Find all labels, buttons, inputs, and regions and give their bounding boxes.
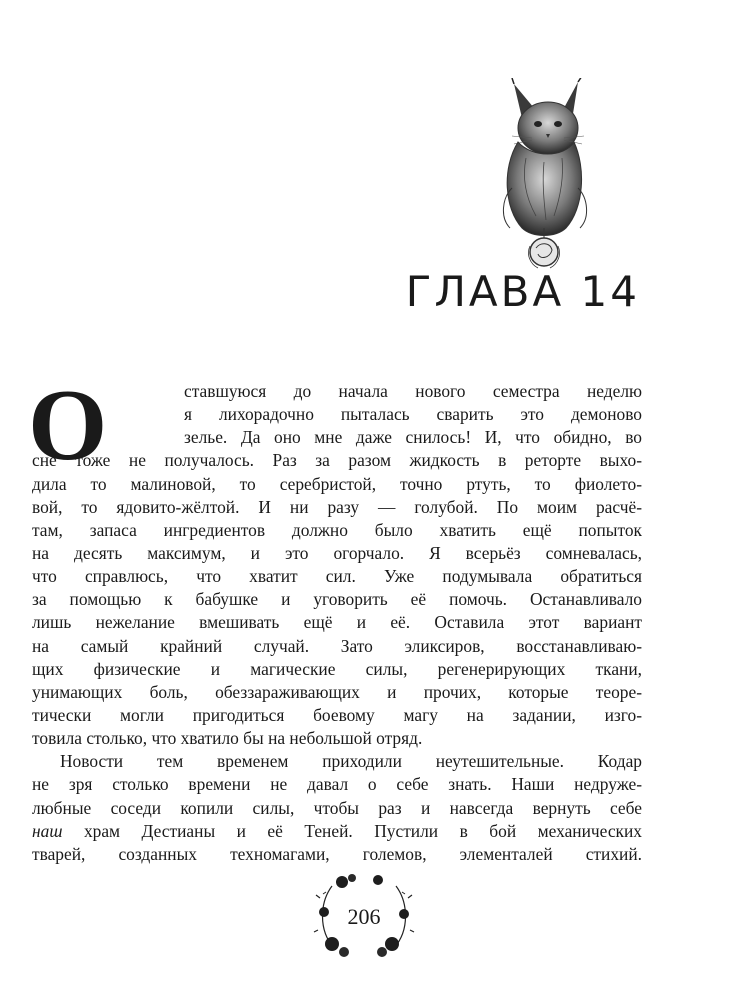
cat-illustration — [492, 78, 596, 270]
paragraph-2 — [32, 750, 642, 866]
text-line: любные соседи копили силы, чтобы раз и навсегда вернуть себе — [32, 797, 642, 818]
text-line: ставшуюся до начала нового семестра неделю — [184, 381, 642, 401]
text-line: там, запаса ингредиентов должно было хватить ещё попыток — [32, 519, 642, 540]
text-line: лишь нежелание вмешивать ещё и её. Оставила этот вариант — [32, 612, 642, 633]
text-line: сне тоже не получалось. Раз за разом жидкость в реторте выхо- — [32, 450, 642, 471]
text-line: Новости тем временем приходили неутешительные. Кодар — [60, 751, 642, 772]
text-line: на десять максимум, и это огорчало. Я всерьёз сомневалась, — [32, 542, 642, 563]
page-number: 206 — [347, 904, 381, 929]
text-line: тически могли пригодиться боевому магу на задании, изго- — [32, 704, 642, 725]
text-line: что справлюсь, что хватит сил. Уже подумывала обратиться — [32, 566, 642, 587]
text-line: товила столько, что хватило бы на небольшой отряд. — [32, 728, 423, 749]
body-text — [32, 380, 642, 866]
text-line-rest: храм Дестианы и её Теней. Пустили в бой механических — [62, 820, 642, 841]
emphasized-word: наш — [32, 820, 63, 841]
paragraph-1 — [32, 380, 642, 750]
text-line: не зря столько времени не давал о себе знать. Наши недруже- — [32, 774, 642, 795]
text-line: на самый крайний случай. Зато эликсиров, восстанавливаю- — [32, 635, 642, 656]
chapter-title: ГЛАВА 14 — [405, 267, 640, 316]
text-line: за помощью к бабушке и уговорить её помочь. Останавливало — [32, 589, 642, 610]
text-line: я лихорадочно пыталась сварить это демоново — [184, 404, 642, 425]
text-line: зелье. Да оно мне даже снилось! И, что обидно, во — [184, 427, 642, 448]
text-line-with-emphasis — [32, 820, 642, 843]
text-line: унимающих боль, обеззараживающих и прочих, которые теоре- — [32, 681, 642, 702]
dropcap-letter: О — [28, 369, 108, 482]
text-line: щих физические и магические силы, регенерирующих ткани, — [32, 658, 642, 679]
text-line: вой, то ядовито-жёлтой. И ни разу — голубой. По моим расчё- — [32, 496, 642, 517]
text-line: тварей, созданных техномагами, големов, элементалей стихий. — [32, 843, 642, 864]
text-line: дила то малиновой, то серебристой, точно ртуть, то фиолето- — [32, 473, 642, 494]
